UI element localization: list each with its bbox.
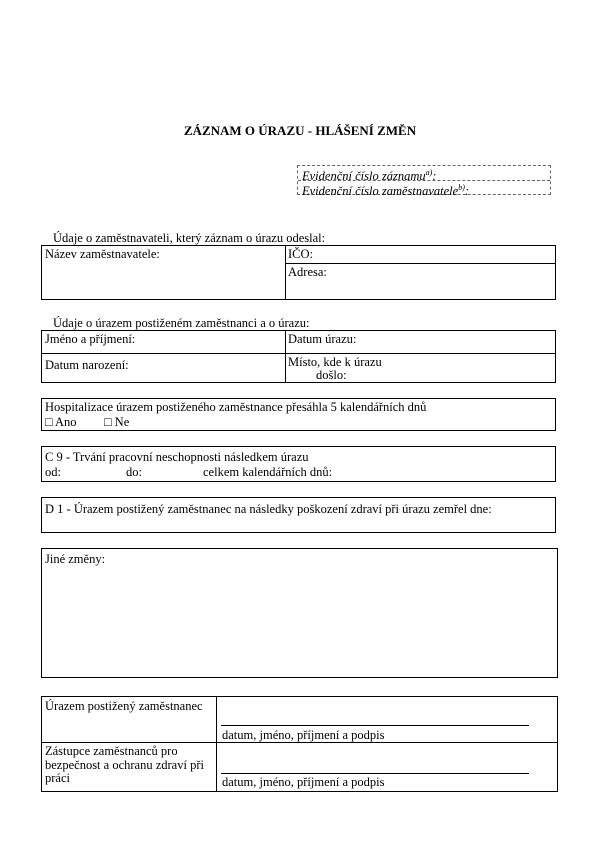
accident-place-label-line2: došlo: <box>316 368 347 382</box>
representative-signature-line[interactable] <box>221 773 529 774</box>
employer-address-field[interactable]: Adresa: <box>288 265 327 279</box>
evidence-numbers-box <box>297 165 551 199</box>
accident-place-field[interactable] <box>285 355 385 383</box>
employer-table <box>41 245 556 300</box>
representative-signature-label <box>42 744 207 787</box>
record-number-label: Evidenční číslo záznamu <box>302 169 426 184</box>
c9-from-field[interactable]: od: <box>45 465 61 479</box>
employee-table <box>41 330 556 383</box>
other-changes-label: Jiné změny: <box>45 552 106 566</box>
page-title: ZÁZNAM O ÚRAZU - HLÁŠENÍ ZMĚN <box>183 123 417 138</box>
hospitalization-yes-checkbox[interactable]: □ Ano <box>45 415 77 429</box>
record-number-field[interactable] <box>298 166 550 184</box>
employer-name-field[interactable]: Název zaměstnavatele: <box>45 247 160 261</box>
employer-number-field[interactable] <box>298 180 550 199</box>
representative-label-line1: Zástupce zaměstnanců pro <box>45 744 178 758</box>
hospitalization-box <box>41 398 556 431</box>
other-changes-box[interactable] <box>41 548 558 678</box>
employer-ico-field[interactable]: IČO: <box>288 247 313 261</box>
record-number-colon: : <box>432 169 437 184</box>
d1-box <box>41 497 556 533</box>
employer-section-heading: Údaje o zaměstnavateli, který záznam o úrazu odeslal: <box>53 231 326 245</box>
accident-place-label-line1: Místo, kde k úrazu <box>288 355 382 369</box>
employee-signature-caption: datum, jméno, příjmení a podpis <box>222 728 385 742</box>
signatures-table <box>41 696 558 792</box>
record-number-footnote-mark: a) <box>425 168 433 177</box>
employee-signature-label: Úrazem postižený zaměstnanec <box>45 699 203 713</box>
employer-number-label: Evidenční číslo zaměstnavatele <box>302 184 459 199</box>
birth-date-field[interactable]: Datum narození: <box>45 358 129 372</box>
representative-label-line3: práci <box>45 771 70 785</box>
accident-date-field[interactable]: Datum úrazu: <box>288 332 357 346</box>
employee-table-row-divider <box>42 353 555 354</box>
employer-number-colon: : <box>464 184 470 199</box>
c9-label: C 9 - Trvání pracovní neschopnosti následkem úrazu <box>45 450 309 464</box>
hospitalization-label: Hospitalizace úrazem postiženého zaměstnance přesáhla 5 kalendářních dnů <box>45 400 427 414</box>
employee-name-field[interactable]: Jméno a příjmení: <box>45 332 136 346</box>
c9-total-days-field[interactable]: celkem kalendářních dnů: <box>203 465 333 479</box>
c9-box <box>41 446 556 482</box>
c9-to-field[interactable]: do: <box>126 465 142 479</box>
hospitalization-no-checkbox[interactable]: □ Ne <box>104 415 130 429</box>
representative-signature-caption: datum, jméno, příjmení a podpis <box>222 775 385 789</box>
employee-signature-line[interactable] <box>221 725 529 726</box>
signatures-table-divider <box>216 697 217 791</box>
employee-section-heading: Údaje o úrazem postiženém zaměstnanci a o úrazu: <box>53 316 310 330</box>
d1-death-date-field[interactable]: D 1 - Úrazem postižený zaměstnanec na následky poškození zdraví při úrazu zemřel dne: <box>45 502 492 516</box>
employer-number-footnote-mark: b) <box>458 183 465 192</box>
representative-label-line2: bezpečnost a ochranu zdraví při <box>45 757 204 772</box>
